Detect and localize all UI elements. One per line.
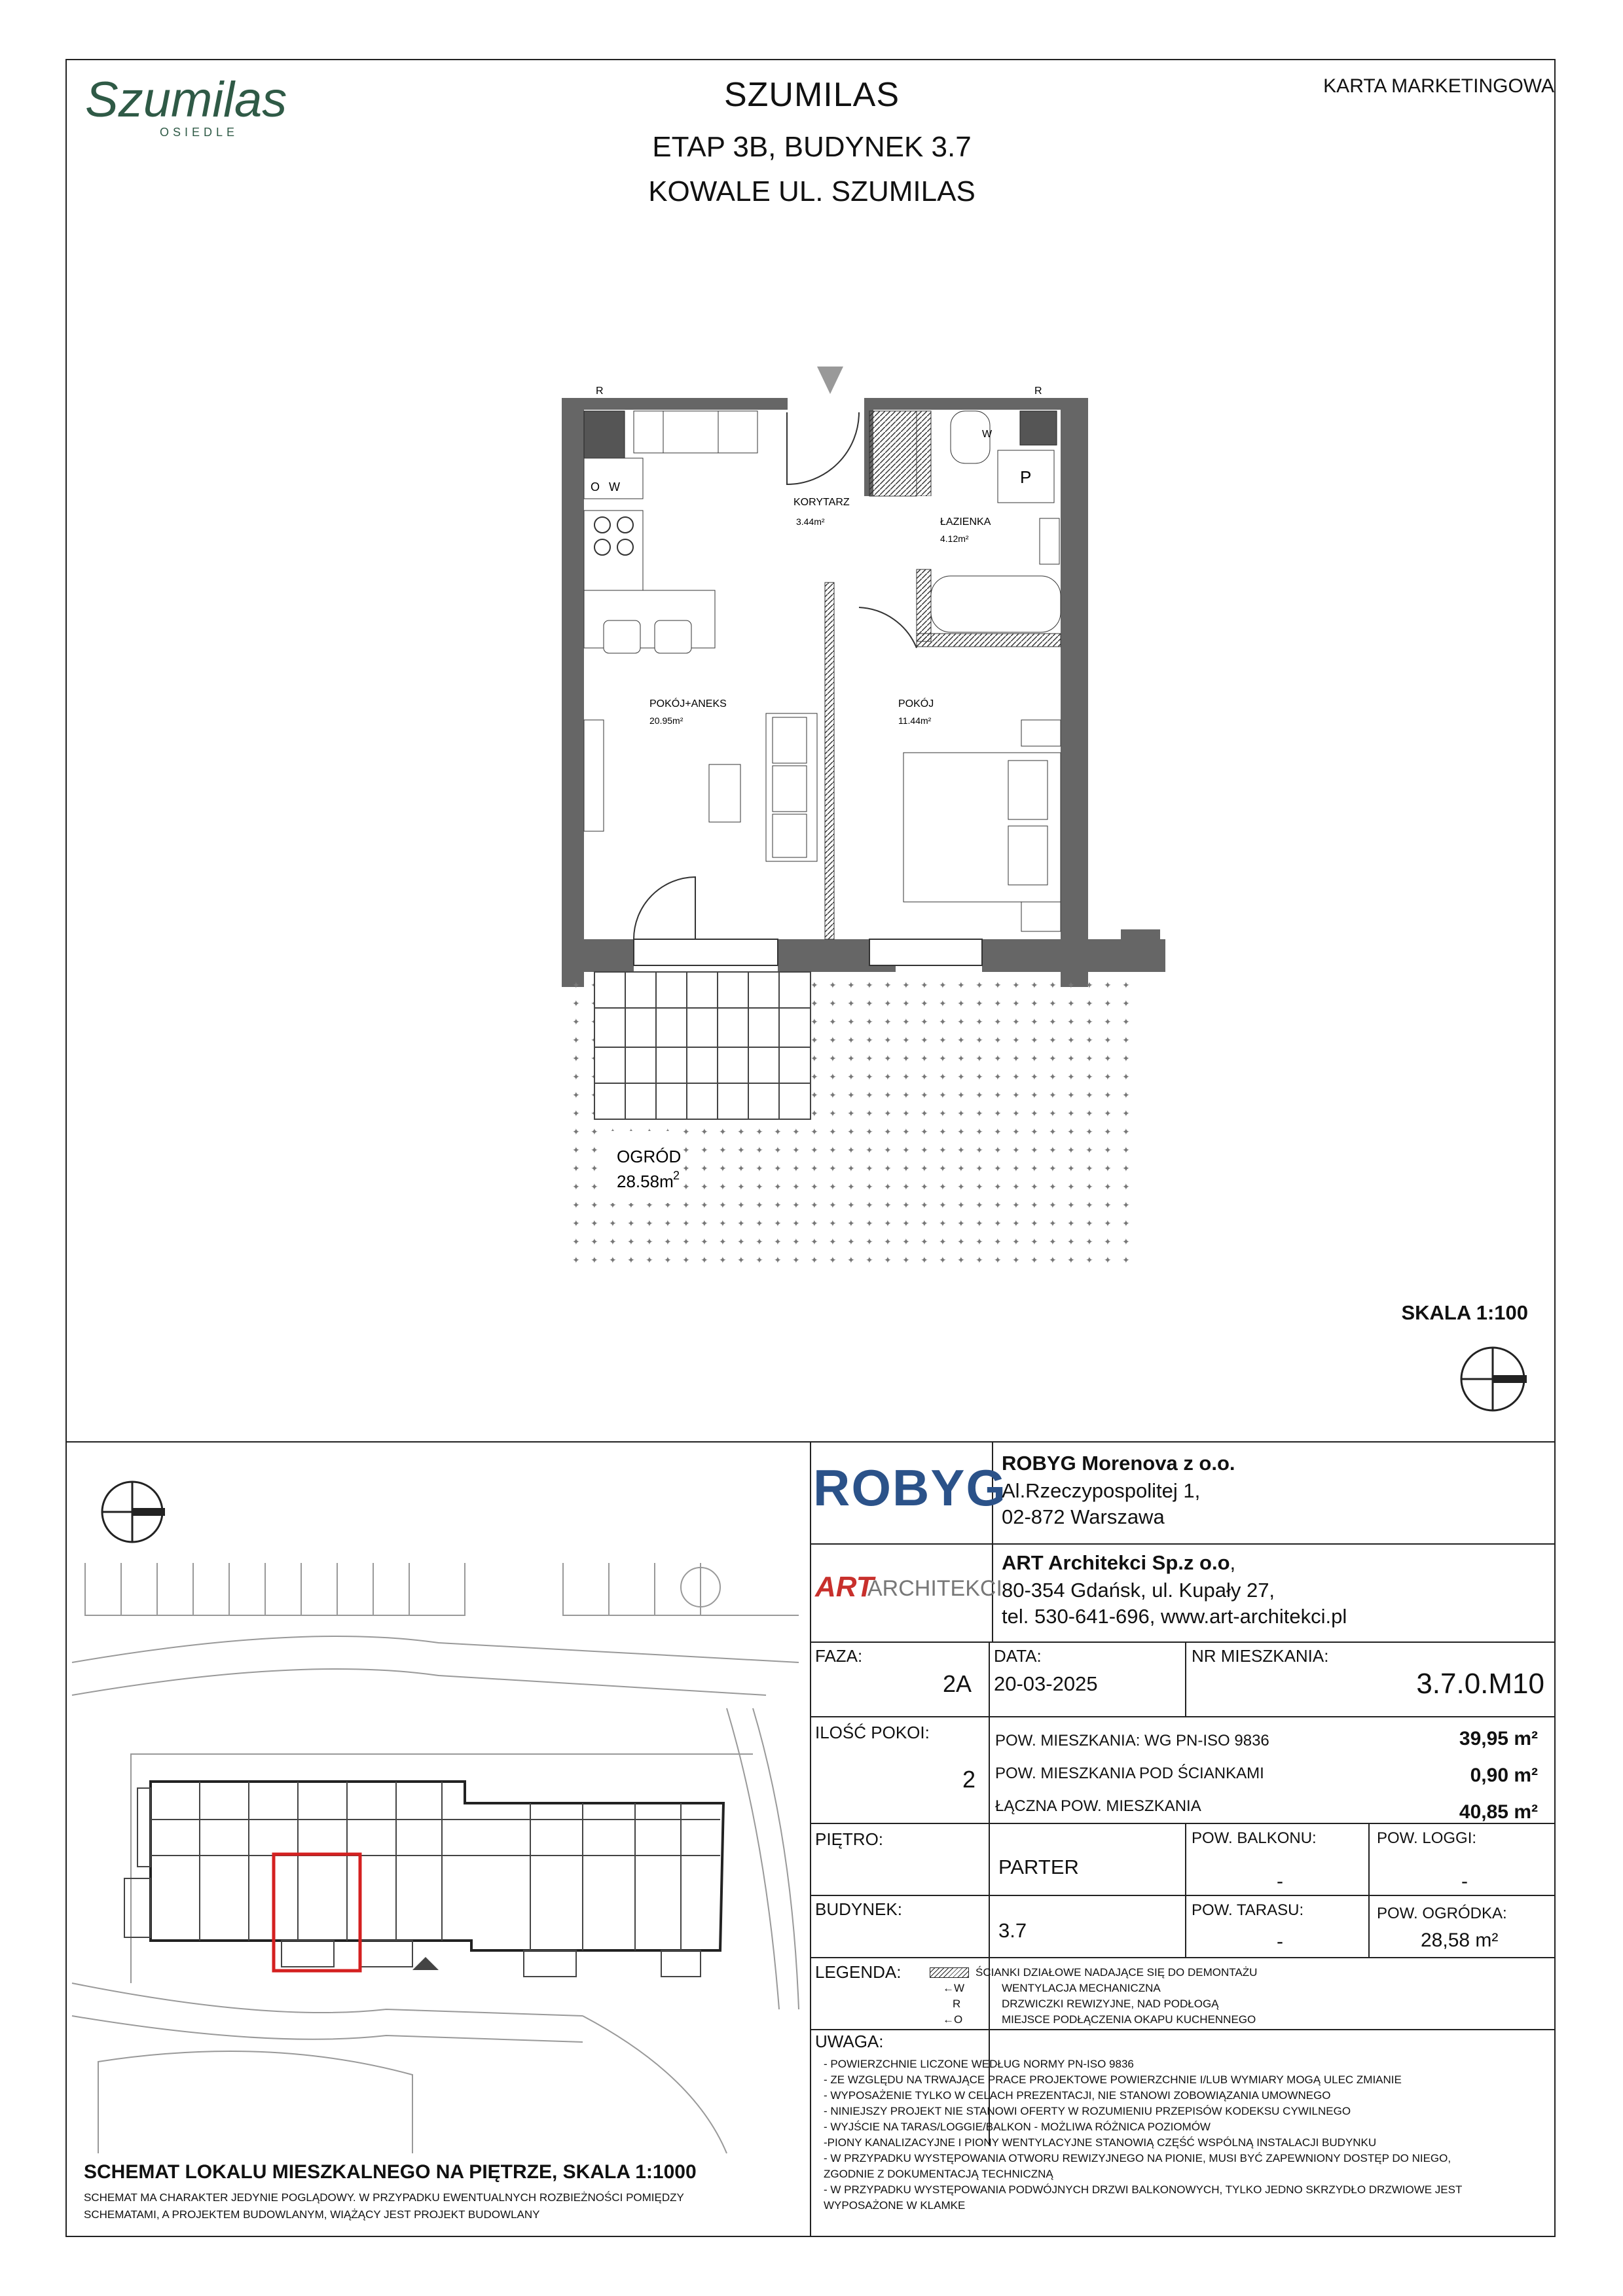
wall — [562, 939, 634, 972]
developer-address-1: Al.Rzeczypospolitej 1, — [1002, 1479, 1201, 1502]
svg-text:20.95m²: 20.95m² — [649, 715, 684, 726]
entrance-marker-icon — [817, 367, 843, 394]
balcony-value: - — [1277, 1871, 1283, 1892]
rooms-label: ILOŚĆ POKOI: — [815, 1723, 930, 1742]
area-iso-label: POW. MIESZKANIA: WG PN-ISO 9836 — [995, 1732, 1269, 1749]
legend-item: MIEJSCE PODŁĄCZENIA OKAPU KUCHENNEGO — [1002, 2013, 1256, 2026]
room-label-lazienka — [940, 516, 991, 544]
svg-text:ŁAZIENKA: ŁAZIENKA — [940, 516, 991, 528]
floor-value: PARTER — [998, 1856, 1079, 1878]
chair — [655, 620, 691, 653]
logo-script: Szumilas — [85, 72, 287, 128]
north-arrow-icon — [1459, 1345, 1531, 1417]
robyg-logo: ROBYG — [813, 1459, 1008, 1516]
bathtub — [931, 576, 1061, 632]
apartment-nr-value: 3.7.0.M10 — [1416, 1668, 1544, 1700]
garden-value: 28,58 m² — [1421, 1929, 1499, 1951]
note-line: - W PRZYPADKU WYSTĘPOWANIA OTWORU REWIZYJNEGO NA PIONIE, MUSI BYĆ ZAPEWNIONY DOSTĘP DO NIEGO, — [824, 2152, 1451, 2164]
wall — [957, 398, 1088, 410]
legend-symbol: R — [953, 1998, 961, 2010]
wall — [562, 398, 584, 987]
site-plan — [72, 1446, 805, 2153]
wall — [866, 398, 969, 410]
note-line: WYPOSAŻONE W KLAMKE — [824, 2199, 966, 2212]
window — [869, 939, 982, 965]
art-logo-text: ARCHITEKCI — [867, 1576, 1002, 1601]
svg-text:POKÓJ+ANEKS: POKÓJ+ANEKS — [649, 698, 727, 709]
svg-text:2: 2 — [673, 1169, 680, 1182]
terrace — [594, 972, 811, 1119]
terrace-value: - — [1277, 1931, 1283, 1952]
svg-text:P: P — [1020, 467, 1032, 487]
room-label-korytarz — [793, 497, 850, 527]
building-value: 3.7 — [998, 1919, 1027, 1942]
svg-text:3.44m²: 3.44m² — [796, 516, 825, 527]
area-under-walls-label: POW. MIESZKANIA POD ŚCIANKAMI — [995, 1765, 1264, 1782]
legend-symbol: ←W — [943, 1982, 965, 1994]
floor-label: PIĘTRO: — [815, 1829, 884, 1849]
garden-label: OGRÓD — [617, 1147, 682, 1166]
note-line: - ZE WZGLĘDU NA TRWAJĄCE PRACE PROJEKTOWE POWIERZCHNIE I/LUB WYMIARY MOGĄ ULEC ZMIANIE — [824, 2073, 1402, 2086]
faza-value: 2A — [943, 1670, 972, 1697]
site-disclaimer-1: SCHEMAT MA CHARAKTER JEDYNIE POGLĄDOWY. W PRZYPADKU EWENTUALNYCH ROZBIEŻNOŚCI POMIĘDZY — [84, 2191, 684, 2204]
card-type-label: KARTA MARKETINGOWA — [1323, 75, 1554, 97]
developer-address-2: 02-872 Warszawa — [1002, 1505, 1165, 1528]
architect-address: 80-354 Gdańsk, ul. Kupały 27, — [1002, 1579, 1275, 1602]
site-disclaimer-2: SCHEMATAMI, A PROJEKTEM BUDOWLANYM, WIĄŻĄCY JEST PROJEKT BUDOWLANY — [84, 2208, 540, 2221]
scale-label: SKALA 1:100 — [1401, 1301, 1528, 1324]
note-line: - NINIEJSZY PROJEKT NIE STANOWI OFERTY W ROZUMIENIU PRZEPISÓW KODEKSU CYWILNEGO — [824, 2105, 1351, 2117]
apartment-nr-label: NR MIESZKANIA: — [1192, 1646, 1329, 1666]
wall — [1061, 398, 1088, 987]
architect-name: ART Architekci Sp.z o.o, — [1002, 1551, 1236, 1574]
note-line: - POWIERZCHNIE LICZONE WEDŁUG NORMY PN-ISO 9836 — [824, 2058, 1134, 2070]
area-under-walls-value: 0,90 m² — [1470, 1765, 1538, 1786]
note-line: - WYJŚCIE NA TARAS/LOGGIE/BALKON - MOŻLIWA RÓŻNICA POZIOMÓW — [824, 2121, 1211, 2133]
svg-text:KORYTARZ: KORYTARZ — [793, 497, 850, 508]
svg-text:R: R — [596, 386, 604, 397]
removable-wall — [825, 583, 834, 939]
building-outline — [151, 1782, 723, 1950]
rooms-value: 2 — [962, 1766, 976, 1793]
svg-text:O: O — [591, 480, 600, 493]
note-line: - W PRZYPADKU WYSTĘPOWANIA PODWÓJNYCH DRZWI BALKONOWYCH, TYLKO JEDNO SKRZYDŁO DRZWIOWE JEST — [824, 2183, 1463, 2196]
washbasin — [1040, 518, 1059, 564]
hatch-icon — [930, 1967, 969, 1978]
legend-label: LEGENDA: — [815, 1962, 902, 1982]
area-total-value: 40,85 m² — [1459, 1801, 1538, 1823]
svg-text:POKÓJ: POKÓJ — [898, 698, 934, 709]
room-label-pokoj — [898, 697, 934, 726]
legend-symbol: ←O — [943, 2013, 963, 2026]
floor-plan — [550, 353, 1139, 1283]
svg-text:W: W — [982, 429, 993, 440]
szumilas-logo — [79, 65, 287, 151]
chair — [604, 620, 640, 653]
loggia-value: - — [1461, 1871, 1468, 1892]
loggia-label: POW. LOGGI: — [1377, 1829, 1477, 1847]
garden-area-label: 28.58m — [617, 1172, 674, 1191]
notes-label: UWAGA: — [815, 2032, 884, 2051]
page-title: SZUMILAS — [723, 76, 900, 114]
art-logo: ART — [815, 1571, 874, 1603]
developer-name: ROBYG Morenova z o.o. — [1002, 1452, 1235, 1475]
svg-text:R: R — [1034, 386, 1042, 397]
terrace-label: POW. TARASU: — [1192, 1901, 1304, 1919]
sink — [663, 411, 718, 453]
balcony-label: POW. BALKONU: — [1192, 1829, 1317, 1847]
coffee-table — [709, 764, 740, 822]
date-label: DATA: — [994, 1646, 1042, 1666]
note-line: ZGODNIE Z DOKUMENTACJĄ TECHNICZNĄ — [824, 2168, 1053, 2180]
page-subtitle-1: ETAP 3B, BUDYNEK 3.7 — [652, 131, 972, 163]
tv — [584, 720, 604, 831]
notes-list — [824, 2056, 1462, 2214]
logo-sub: OSIEDLE — [160, 126, 239, 139]
note-line: -PIONY KANALIZACYJNE I PIONY WENTYLACYJNE STANOWIĄ CZĘŚĆ WSPÓLNĄ INSTALACJI BUDYNKU — [824, 2136, 1377, 2149]
area-total-label: ŁĄCZNA POW. MIESZKANIA — [995, 1797, 1201, 1815]
building-label: BUDYNEK: — [815, 1899, 902, 1919]
shaft — [1020, 411, 1057, 445]
legend-item: WENTYLACJA MECHANICZNA — [1002, 1982, 1161, 1994]
area-iso-value: 39,95 m² — [1459, 1728, 1538, 1749]
room-label-pokoj-aneks — [649, 697, 727, 726]
date-value: 20-03-2025 — [994, 1672, 1098, 1695]
balcony-door — [634, 939, 778, 965]
shaft — [584, 411, 625, 458]
svg-text:W: W — [609, 480, 620, 493]
legend-item: ŚCIANKI DZIAŁOWE NADAJĄCE SIĘ DO DEMONTAŻU — [976, 1966, 1258, 1979]
architect-contact: tel. 530-641-696, www.art-architekci.pl — [1002, 1605, 1347, 1628]
note-line: - WYPOSAŻENIE TYLKO W CELACH PREZENTACJI, NIE STANOWI ZOBOWIĄZANIA UMOWNEGO — [824, 2089, 1331, 2102]
divider — [810, 1441, 811, 2237]
site-caption: SCHEMAT LOKALU MIESZKALNEGO NA PIĘTRZE, SKALA 1:1000 — [84, 2161, 697, 2183]
svg-text:4.12m²: 4.12m² — [940, 533, 969, 544]
svg-text:11.44m²: 11.44m² — [898, 715, 932, 726]
legend-item: DRZWICZKI REWIZYJNE, NAD PODŁOGĄ — [1002, 1998, 1219, 2010]
faza-label: FAZA: — [815, 1646, 863, 1666]
cooktop — [584, 511, 643, 590]
garden-label: POW. OGRÓDKA: — [1377, 1905, 1507, 1922]
door-swing — [634, 877, 695, 939]
page-subtitle-2: KOWALE UL. SZUMILAS — [648, 175, 976, 207]
wall — [562, 398, 788, 410]
north-arrow-icon — [102, 1482, 165, 1542]
